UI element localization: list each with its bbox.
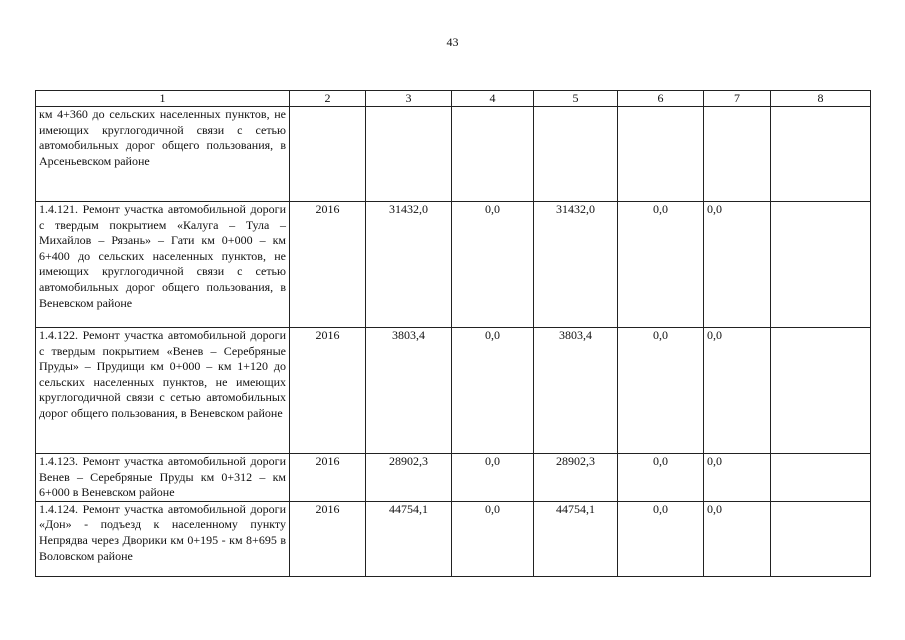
value-cell-5 [534, 107, 618, 202]
value-cell-7: 0,0 [704, 328, 771, 454]
year-cell: 2016 [290, 202, 366, 328]
value-cell-5: 31432,0 [534, 202, 618, 328]
header-cell-6: 6 [618, 91, 704, 107]
value-cell-8 [771, 501, 871, 576]
value-cell-7: 0,0 [704, 202, 771, 328]
data-table [35, 90, 871, 577]
value-cell-3 [366, 107, 452, 202]
header-cell-7: 7 [704, 91, 771, 107]
header-cell-4: 4 [452, 91, 534, 107]
value-cell-3: 44754,1 [366, 501, 452, 576]
value-cell-4: 0,0 [452, 202, 534, 328]
value-cell-7 [704, 107, 771, 202]
value-cell-8 [771, 107, 871, 202]
table-row [36, 202, 871, 328]
table-row [36, 328, 871, 454]
header-row [36, 91, 871, 107]
value-cell-4: 0,0 [452, 454, 534, 502]
year-cell: 2016 [290, 454, 366, 502]
header-cell-2: 2 [290, 91, 366, 107]
table-row [36, 501, 871, 576]
description-cell: 1.4.123. Ремонт участка автомобильной дороги Венев – Серебряные Пруды км 0+312 – км 6+000 в Веневском районе [36, 454, 290, 502]
description-cell: км 4+360 до сельских населенных пунктов, не имеющих круглогодичной связи с сетью автомобильных дорог общего пользования, в Арсеньевском районе [36, 107, 290, 202]
year-cell: 2016 [290, 501, 366, 576]
value-cell-3: 28902,3 [366, 454, 452, 502]
year-cell [290, 107, 366, 202]
page-number: 43 [446, 35, 459, 49]
value-cell-8 [771, 328, 871, 454]
value-cell-6: 0,0 [618, 454, 704, 502]
value-cell-3: 31432,0 [366, 202, 452, 328]
value-cell-7: 0,0 [704, 501, 771, 576]
year-cell: 2016 [290, 328, 366, 454]
value-cell-8 [771, 454, 871, 502]
header-cell-1: 1 [36, 91, 290, 107]
header-cell-8: 8 [771, 91, 871, 107]
value-cell-5: 44754,1 [534, 501, 618, 576]
value-cell-5: 3803,4 [534, 328, 618, 454]
header-cell-5: 5 [534, 91, 618, 107]
description-cell: 1.4.122. Ремонт участка автомобильной дороги с твердым покрытием «Венев – Серебряные Пруды» – Прудищи км 0+000 – км 1+120 до сельских населенных пунктов, не имеющих круглогодичной связи с сетью автомобильных дорог общего пользования, в Веневском районе [36, 328, 290, 454]
value-cell-8 [771, 202, 871, 328]
table-row [36, 107, 871, 202]
value-cell-4: 0,0 [452, 328, 534, 454]
value-cell-6 [618, 107, 704, 202]
value-cell-6: 0,0 [618, 328, 704, 454]
description-cell: 1.4.121. Ремонт участка автомобильной дороги с твердым покрытием «Калуга – Тула – Михайлов – Рязань» – Гати км 0+000 – км 6+400 до сельских населенных пунктов, не имеющих круглогодичной связи с сетью автомобильных дорог общего пользования, в Веневском районе [36, 202, 290, 328]
value-cell-6: 0,0 [618, 501, 704, 576]
value-cell-4: 0,0 [452, 501, 534, 576]
description-cell: 1.4.124. Ремонт участка автомобильной дороги «Дон» - подъезд к населенному пункту Непрядва через Дворики км 0+195 - км 8+695 в Воловском районе [36, 501, 290, 576]
table-row [36, 454, 871, 502]
value-cell-4 [452, 107, 534, 202]
value-cell-5: 28902,3 [534, 454, 618, 502]
header-cell-3: 3 [366, 91, 452, 107]
value-cell-7: 0,0 [704, 454, 771, 502]
value-cell-3: 3803,4 [366, 328, 452, 454]
value-cell-6: 0,0 [618, 202, 704, 328]
